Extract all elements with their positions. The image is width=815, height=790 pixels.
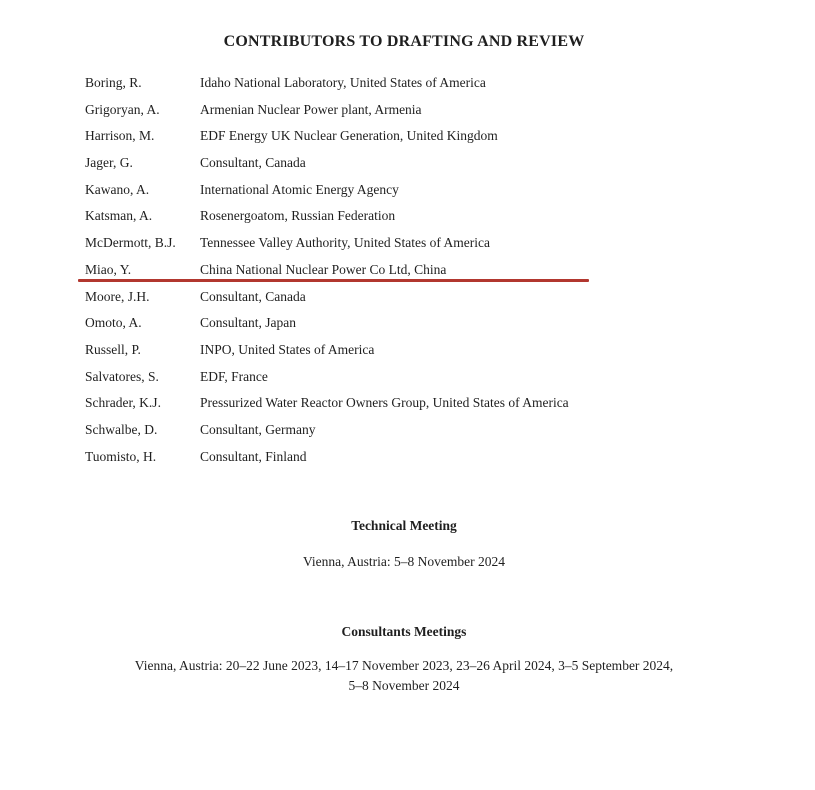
contributor-affiliation: Consultant, Canada: [200, 155, 306, 171]
contributor-row: [85, 262, 735, 289]
contributor-row: [85, 395, 735, 422]
contributor-affiliation: China National Nuclear Power Co Ltd, China: [200, 261, 447, 277]
contributor-affiliation: Pressurized Water Reactor Owners Group, United States of America: [200, 395, 569, 411]
contributor-row: [85, 102, 735, 129]
red-underline-annotation: [78, 279, 589, 282]
contributor-name: Russell, P.: [85, 341, 141, 357]
contributor-row: [85, 208, 735, 235]
contributor-row: [85, 369, 735, 396]
contributor-name: Grigoryan, A.: [85, 101, 160, 117]
contributor-row: [85, 289, 735, 316]
contributor-affiliation: Armenian Nuclear Power plant, Armenia: [200, 101, 422, 117]
contributor-affiliation: EDF, France: [200, 368, 268, 384]
contributor-name: Omoto, A.: [85, 315, 142, 331]
contributor-name: Schwalbe, D.: [85, 421, 158, 437]
contributor-name: Boring, R.: [85, 75, 142, 90]
contributor-row: [85, 315, 735, 342]
contributor-affiliation: Consultant, Germany: [200, 421, 316, 437]
contributor-row: [85, 422, 735, 449]
contributor-row: [85, 75, 735, 102]
contributor-name: Kawano, A.: [85, 181, 150, 197]
contributor-affiliation: INPO, United States of America: [200, 341, 375, 357]
contributor-name: Salvatores, S.: [85, 368, 159, 384]
page-title: CONTRIBUTORS TO DRAFTING AND REVIEW: [223, 33, 585, 50]
contributor-affiliation: Tennessee Valley Authority, United States of America: [200, 235, 490, 251]
contributor-row: [85, 235, 735, 262]
contributor-name: Harrison, M.: [85, 128, 155, 144]
contributor-affiliation: Consultant, Japan: [200, 315, 296, 331]
contributor-row: [85, 182, 735, 209]
contributor-name: Miao, Y.: [85, 261, 132, 277]
contributor-name: McDermott, B.J.: [85, 235, 176, 251]
contributor-affiliation: Rosenergoatom, Russian Federation: [200, 208, 396, 224]
contributor-affiliation: Idaho National Laboratory, United States of America: [200, 75, 486, 90]
technical-meeting-heading: Technical Meeting: [351, 518, 457, 533]
contributors-list: [85, 75, 735, 475]
contributor-row: [85, 155, 735, 182]
contributor-affiliation: International Atomic Energy Agency: [200, 181, 399, 197]
consultants-meetings-detail-line2: 5–8 November 2024: [348, 678, 460, 693]
contributor-affiliation: Consultant, Finland: [200, 448, 307, 464]
contributor-name: Katsman, A.: [85, 208, 153, 224]
contributor-row: [85, 449, 735, 476]
contributor-row: [85, 342, 735, 369]
contributor-name: Tuomisto, H.: [85, 448, 157, 464]
contributor-affiliation: Consultant, Canada: [200, 288, 306, 304]
contributor-row: [85, 128, 735, 155]
consultants-meetings-heading: Consultants Meetings: [341, 624, 467, 639]
consultants-meetings-detail-line1: Vienna, Austria: 20–22 June 2023, 14–17 November 2023, 23–26 April 2024, 3–5 September 2024,: [134, 658, 674, 673]
contributor-affiliation: EDF Energy UK Nuclear Generation, United Kingdom: [200, 128, 498, 144]
contributor-name: Moore, J.H.: [85, 288, 150, 304]
technical-meeting-detail: Vienna, Austria: 5–8 November 2024: [302, 554, 506, 569]
contributor-name: Schrader, K.J.: [85, 395, 161, 411]
contributor-name: Jager, G.: [85, 155, 133, 171]
